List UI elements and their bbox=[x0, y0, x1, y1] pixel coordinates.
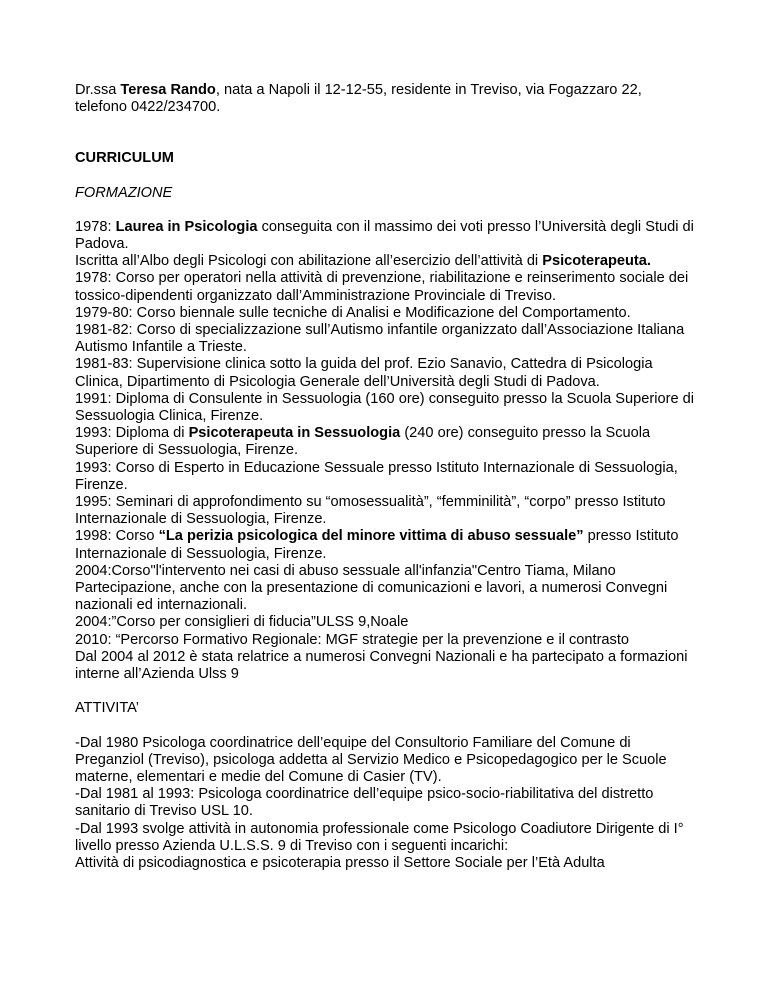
attivita-entry: -Dal 1980 Psicologa coordinatrice dell’equipe del Consultorio Familiare del Comune di Preganziol (Treviso), psicologa addetta al Servizio Medico e Psicopedagogico per le Scuole materne, elementari e medie del Comune di Casier (TV). bbox=[75, 734, 667, 785]
attivita-list bbox=[75, 735, 695, 873]
formazione-entry-text: 1995: Seminari di approfondimento su “omosessualità”, “femminilità”, “corpo” presso Istituto Internazionale di Sessuologia, Firenze. bbox=[75, 494, 666, 528]
formazione-entry-text: 2010: “Percorso Formativo Regionale: MGF strategie per la prevenzione e il contrasto bbox=[75, 631, 630, 648]
formazione-entry-text: 1979-80: Corso biennale sulle tecniche di Analisi e Modificazione del Comportamento. bbox=[75, 304, 631, 321]
formazione-entry bbox=[75, 322, 695, 356]
formazione-entry-emphasis: Psicoterapeuta in Sessuologia bbox=[188, 425, 401, 442]
formazione-entry-text: 1991: Diploma di Consulente in Sessuologia (160 ore) conseguito presso la Scuola Superiore di Sessuologia Clinica, Firenze. bbox=[75, 390, 694, 425]
attivita-heading: ATTIVITA’ bbox=[75, 700, 140, 717]
formazione-entry-emphasis: Laurea in Psicologia bbox=[115, 218, 258, 235]
formazione-entry-text: 1993: Corso di Esperto in Educazione Sessuale presso Istituto Internazionale di Sessuologia, Firenze. bbox=[75, 459, 678, 493]
formazione-list bbox=[75, 219, 695, 683]
formazione-entry bbox=[75, 494, 695, 528]
formazione-entry-text: 2004:”Corso per consiglieri di fiducia”ULSS 9,Noale bbox=[75, 614, 409, 631]
formazione-entry bbox=[75, 460, 695, 494]
formazione-entry-emphasis: “La perizia psicologica del minore vittima di abuso sessuale” bbox=[158, 528, 584, 545]
formazione-entry-text: 1981-83: Supervisione clinica sotto la guida del prof. Ezio Sanavio, Cattedra di Psicologia Clinica, Dipartimento di Psicologia Generale dell’Università degli Studi di Padova. bbox=[75, 356, 653, 390]
formazione-entry-text: Iscritta all’Albo degli Psicologi con abilitazione all’esercizio dell’attività di bbox=[75, 253, 543, 270]
formazione-entry-text: 1981-82: Corso di specializzazione sull’Autismo infantile organizzato dall’Associazione Italiana Autismo Infantile a Trieste. bbox=[75, 322, 685, 356]
formazione-entry bbox=[75, 425, 695, 459]
formazione-entry bbox=[75, 253, 695, 270]
intro-details: , nata a Napoli il 12-12-55, residente in Treviso, via Fogazzaro 22, telefono 0422/234700. bbox=[75, 82, 642, 116]
formazione-entry bbox=[75, 219, 695, 253]
formazione-entry-text: 1978: Corso per operatori nella attività di prevenzione, riabilitazione e reinserimento sociale dei tossico-dipendenti organizzato dall’Amministrazione Provinciale di Treviso. bbox=[75, 270, 689, 304]
formazione-entry-text: 1993: Diploma di bbox=[75, 425, 189, 442]
formazione-entry-text: 1998: Corso bbox=[75, 528, 159, 545]
formazione-entry bbox=[75, 614, 695, 631]
formazione-entry bbox=[75, 528, 695, 562]
formazione-entry-text: conseguita con il massimo dei voti presso l’Università degli Studi di Padova. bbox=[75, 218, 694, 253]
formazione-entry bbox=[75, 305, 695, 322]
formazione-entry bbox=[75, 563, 695, 580]
curriculum-heading: CURRICULUM bbox=[75, 150, 174, 167]
formazione-entry-text: presso Istituto Internazionale di Sessuologia, Firenze. bbox=[75, 528, 679, 562]
formazione-entry-emphasis: Psicoterapeuta. bbox=[542, 253, 651, 270]
document-page bbox=[75, 82, 695, 872]
formazione-entry-text: Partecipazione, anche con la presentazione di comunicazioni e lavori, a numerosi Convegni nazionali ed internazionali. bbox=[75, 580, 668, 614]
formazione-entry bbox=[75, 580, 695, 614]
formazione-entry bbox=[75, 632, 695, 649]
formazione-entry-text: (240 ore) conseguito presso la Scuola Superiore di Sessuologia, Firenze. bbox=[75, 425, 651, 459]
attivita-entry: -Dal 1981 al 1993: Psicologa coordinatrice dell’equipe psico-socio-riabilitativa del distretto sanitario di Treviso USL 10. bbox=[75, 786, 654, 820]
formazione-entry-text: 2004:Corso"l'intervento nei casi di abuso sessuale all'infanzia"Centro Tiama, Milano bbox=[75, 562, 616, 579]
formazione-entry bbox=[75, 270, 695, 304]
formazione-entry bbox=[75, 356, 695, 390]
formazione-entry-text: Dal 2004 al 2012 è stata relatrice a numerosi Convegni Nazionali e ha partecipato a formazioni interne all’Azienda Ulss 9 bbox=[75, 648, 688, 683]
person-name: Teresa Rando bbox=[120, 82, 216, 98]
attivita-entry: -Dal 1993 svolge attività in autonomia professionale come Psicologo Coadiutore Dirigente di I° livello presso Azienda U.L.S.S. 9 di Treviso con i seguenti incarichi: bbox=[75, 820, 684, 854]
formazione-entry bbox=[75, 649, 695, 683]
attivita-entry: Attività di psicodiagnostica e psicoterapia presso il Settore Sociale per l’Età Adulta bbox=[75, 854, 605, 871]
formazione-entry bbox=[75, 391, 695, 425]
intro-prefix: Dr.ssa bbox=[75, 82, 121, 98]
formazione-heading: FORMAZIONE bbox=[75, 184, 173, 201]
intro-paragraph bbox=[75, 82, 695, 116]
formazione-entry-text: 1978: bbox=[75, 218, 116, 235]
